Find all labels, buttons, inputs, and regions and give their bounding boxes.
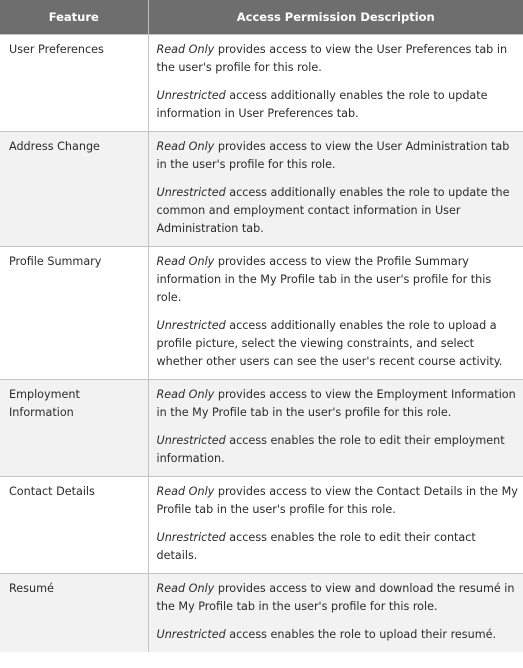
description-column-header: Access Permission Description — [148, 0, 523, 35]
read-only-paragraph — [157, 41, 519, 77]
feature-cell: Resumé — [0, 574, 148, 653]
unrestricted-paragraph — [157, 317, 519, 371]
table-row — [0, 574, 523, 653]
unrestricted-paragraph — [157, 626, 519, 644]
table-row — [0, 132, 523, 247]
read-only-paragraph — [157, 386, 519, 422]
table-body — [0, 35, 523, 653]
unrestricted-label: Unrestricted — [156, 628, 226, 641]
unrestricted-label: Unrestricted — [156, 319, 226, 332]
read-only-label: Read Only — [156, 582, 215, 595]
table-row — [0, 35, 523, 132]
header-row — [0, 0, 523, 35]
read-only-paragraph — [157, 138, 519, 174]
description-cell — [148, 380, 523, 477]
table-row — [0, 380, 523, 477]
table-row — [0, 247, 523, 380]
read-only-text: provides access to view and download the resumé in the My Profile tab in the user's profile for this role. — [156, 582, 515, 613]
unrestricted-paragraph — [157, 184, 519, 238]
read-only-paragraph — [157, 483, 519, 519]
read-only-label: Read Only — [156, 255, 215, 268]
description-cell — [148, 247, 523, 380]
description-cell — [148, 477, 523, 574]
unrestricted-paragraph — [157, 432, 519, 468]
unrestricted-paragraph — [157, 529, 519, 565]
feature-cell: Employment Information — [0, 380, 148, 477]
unrestricted-text: access enables the role to edit their employment information. — [156, 434, 505, 465]
description-cell — [148, 574, 523, 653]
feature-cell: Profile Summary — [0, 247, 148, 380]
unrestricted-text: access additionally enables the role to update information in User Preferences tab. — [156, 89, 488, 120]
feature-cell: Contact Details — [0, 477, 148, 574]
description-cell — [148, 35, 523, 132]
read-only-text: provides access to view the Contact Details in the My Profile tab in the user's profile for this role. — [156, 485, 518, 516]
read-only-text: provides access to view the Employment Information in the My Profile tab in the user's profile for this role. — [156, 388, 516, 419]
unrestricted-text: access additionally enables the role to update the common and employment contact information in User Administration tab. — [156, 186, 510, 235]
unrestricted-label: Unrestricted — [156, 434, 226, 447]
description-cell — [148, 132, 523, 247]
read-only-label: Read Only — [156, 485, 215, 498]
unrestricted-label: Unrestricted — [156, 186, 226, 199]
read-only-label: Read Only — [156, 140, 215, 153]
feature-cell: User Preferences — [0, 35, 148, 132]
table-header — [0, 0, 523, 35]
read-only-paragraph — [157, 253, 519, 307]
unrestricted-text: access additionally enables the role to upload a profile picture, select the viewing constraints, and select whether other users can see the user's recent course activity. — [156, 319, 503, 368]
read-only-label: Read Only — [156, 43, 215, 56]
feature-column-header: Feature — [0, 0, 148, 35]
read-only-paragraph — [157, 580, 519, 616]
unrestricted-text: access enables the role to upload their resumé. — [225, 628, 497, 641]
read-only-text: provides access to view the User Administration tab in the user's profile for this role. — [156, 140, 510, 171]
read-only-label: Read Only — [156, 388, 215, 401]
unrestricted-paragraph — [157, 87, 519, 123]
read-only-text: provides access to view the User Preferences tab in the user's profile for this role. — [156, 43, 508, 74]
read-only-text: provides access to view the Profile Summary information in the My Profile tab in the user's profile for this role. — [156, 255, 492, 304]
unrestricted-label: Unrestricted — [156, 89, 226, 102]
feature-cell: Address Change — [0, 132, 148, 247]
unrestricted-text: access enables the role to edit their contact details. — [156, 531, 476, 562]
table-row — [0, 477, 523, 574]
unrestricted-label: Unrestricted — [156, 531, 226, 544]
